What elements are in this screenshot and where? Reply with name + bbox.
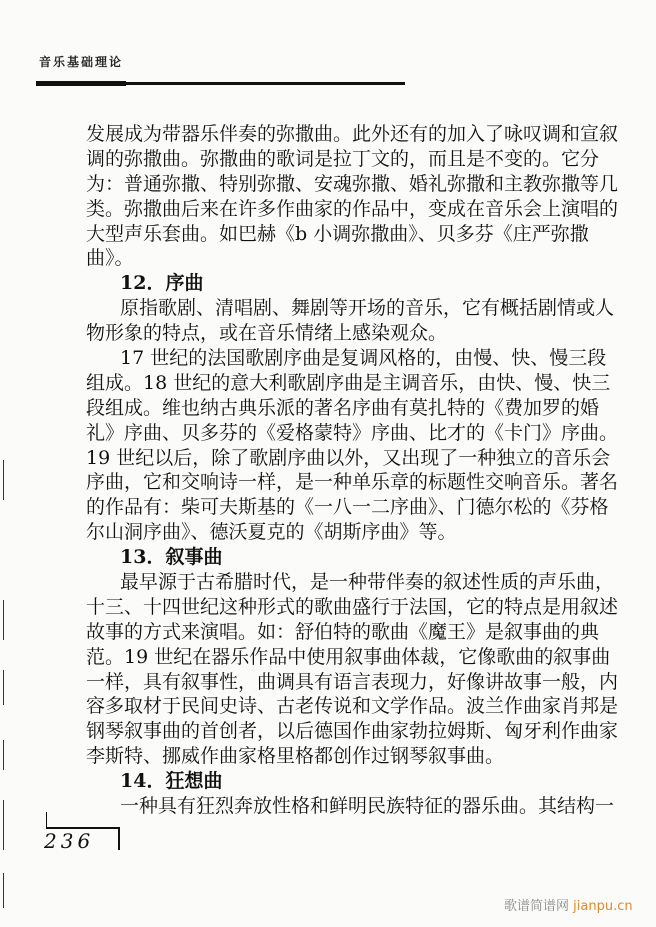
text-line: 李斯特、挪威作曲家格里格都创作过钢琴叙事曲。 (86, 745, 505, 768)
text-line: 序曲，它和交响诗一样，是一种单乐章的标题性交响音乐。著名 (86, 471, 619, 494)
scan-edge-mark (3, 740, 4, 770)
text-line: 物形象的特点，或在音乐情绪上感染观众。 (86, 322, 448, 345)
text-line: 钢琴叙事曲的首创者，以后德国作曲家勃拉姆斯、匈牙利作曲家 (86, 720, 619, 743)
text-line: 曲》。 (86, 247, 134, 270)
text-line: 容多取材于民间史诗、古老传说和文学作品。波兰作曲家肖邦是 (86, 695, 619, 718)
text-line: 发展成为带器乐伴奏的弥撒曲。此外还有的加入了咏叹调和宣叙 (86, 123, 619, 145)
text-line: 调的弥撒曲。弥撒曲的歌词是拉丁文的，而且是不变的。它分 (86, 147, 600, 170)
text-line: 礼》序曲、贝多芬的《爱格蒙特》序曲、比才的《卡门》序曲。 (86, 421, 619, 444)
watermark-site-name: 歌谱简谱网 (504, 899, 570, 914)
watermark (504, 895, 633, 914)
text-line: 19 世纪以后，除了歌剧序曲以外，又出现了一种独立的音乐会 (86, 446, 611, 469)
scan-edge-mark (3, 800, 4, 850)
text-line: 组成。18 世纪的意大利歌剧序曲是主调音乐，由快、慢、快三 (86, 371, 611, 394)
text-line: 最早源于古希腊时代，是一种带伴奏的叙述性质的声乐曲， (120, 571, 615, 594)
header-rule-thick (36, 81, 126, 86)
text-line: 原指歌剧、清唱剧、舞剧等开场的音乐，它有概括剧情或人 (120, 297, 615, 320)
scan-edge-mark (3, 460, 4, 500)
text-line: 为：普通弥撒、特别弥撒、安魂弥撒、婚礼弥撒和主教弥撒等几 (86, 172, 619, 195)
page-number: 236 (44, 829, 95, 853)
text-line: 一样，具有叙事性，曲调具有语言表现力，好像讲故事一般，内 (86, 670, 619, 693)
page-body-text (86, 122, 619, 819)
text-line: 故事的方式来演唱。如：舒伯特的歌曲《魔王》是叙事曲的典 (86, 620, 600, 643)
text-line: 尔山洞序曲》、德沃夏克的《胡斯序曲》等。 (86, 521, 457, 544)
text-line: 一种具有狂烈奔放性格和鲜明民族特征的器乐曲。其结构一 (120, 795, 615, 818)
text-line: 范。19 世纪在器乐作品中使用叙事曲体裁，它像歌曲的叙事曲 (86, 645, 611, 668)
text-line: 十三、十四世纪这种形式的歌曲盛行于法国，它的特点是用叙述 (86, 595, 619, 618)
page-number-frame (46, 812, 47, 828)
section-heading: 13．叙事曲 (120, 546, 223, 569)
text-line: 大型声乐套曲。如巴赫《b 小调弥撒曲》、贝多芬《庄严弥撒 (86, 222, 589, 245)
section-heading: 14．狂想曲 (120, 770, 223, 793)
watermark-url: jianpu.cn (573, 899, 633, 914)
scan-edge-mark (3, 670, 4, 705)
page-number-frame (118, 827, 120, 850)
scan-edge-mark (3, 873, 4, 908)
running-header-title: 音乐基础理论 (39, 55, 124, 69)
text-line: 17 世纪的法国歌剧序曲是复调风格的，由慢、快、慢三段 (120, 347, 607, 370)
text-line: 的作品有：柴可夫斯基的《一八一二序曲》、门德尔松的《芬格 (86, 496, 609, 519)
text-line: 类。弥撒曲后来在许多作曲家的作品中，变成在音乐会上演唱的 (86, 197, 619, 220)
text-line: 段组成。维也纳古典乐派的著名序曲有莫扎特的《费加罗的婚 (86, 396, 600, 419)
section-heading: 12．序曲 (120, 272, 204, 295)
scan-edge-mark (3, 600, 4, 640)
